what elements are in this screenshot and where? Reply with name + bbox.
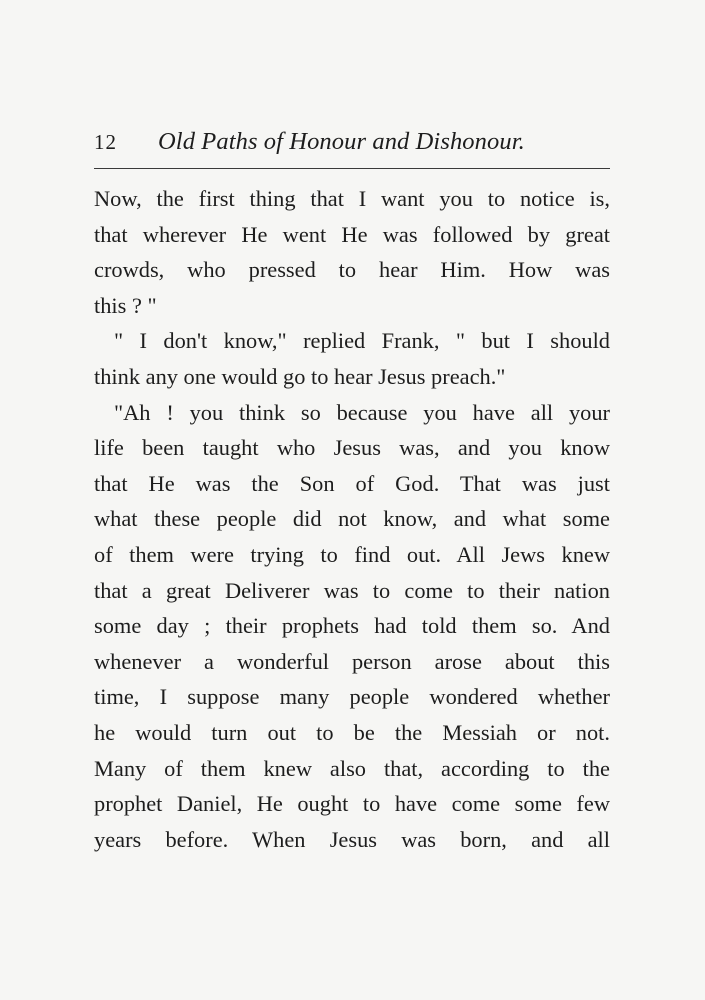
text-line: prophet Daniel, He ought to have come some few xyxy=(94,791,610,817)
header-rule xyxy=(94,168,610,169)
text-line: of them were trying to find out. All Jews knew xyxy=(94,541,610,567)
text-line: think any one would go to hear Jesus preach." xyxy=(94,363,506,389)
text-line: time, I suppose many people wondered whether xyxy=(94,684,610,710)
body-text xyxy=(94,181,610,857)
text-line: some day ; their prophets had told them so. And xyxy=(94,613,610,639)
page-number: 12 xyxy=(94,130,117,154)
running-title: Old Paths of Honour and Dishonour. xyxy=(158,128,525,155)
running-head xyxy=(94,128,610,164)
text-line: crowds, who pressed to hear Him. How was xyxy=(94,257,610,283)
text-line: he would turn out to be the Messiah or not. xyxy=(94,719,610,745)
text-line: that a great Deliverer was to come to their nation xyxy=(94,577,610,603)
text-line: that wherever He went He was followed by great xyxy=(94,221,610,247)
text-line: life been taught who Jesus was, and you know xyxy=(94,435,610,461)
text-line: that He was the Son of God. That was just xyxy=(94,470,610,496)
text-line: years before. When Jesus was born, and all xyxy=(94,826,610,852)
text-line: whenever a wonderful person arose about this xyxy=(94,648,610,674)
text-line: what these people did not know, and what some xyxy=(94,506,610,532)
text-line: Many of them knew also that, according to the xyxy=(94,755,610,781)
text-line: "Ah ! you think so because you have all your xyxy=(114,399,610,425)
text-line: " I don't know," replied Frank, " but I should xyxy=(114,328,610,354)
text-line: this ? " xyxy=(94,292,157,318)
text-line: Now, the first thing that I want you to notice is, xyxy=(94,186,610,211)
